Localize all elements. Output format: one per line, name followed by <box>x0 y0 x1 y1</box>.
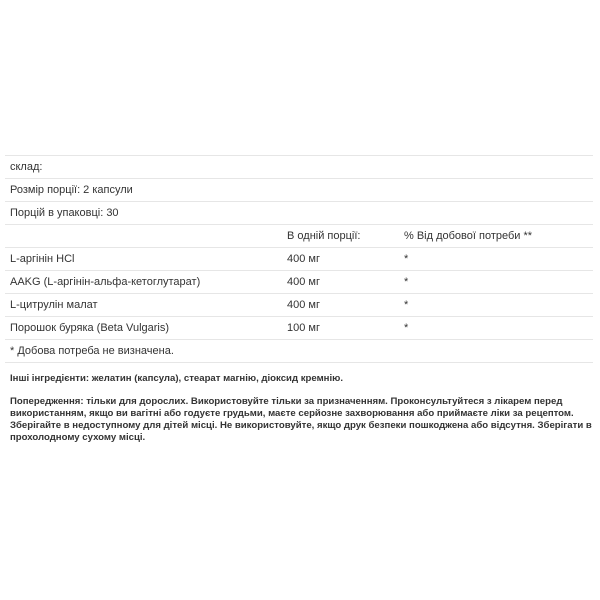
other-ingredients: Інші інгредієнти: желатин (капсула), стеарат магнію, діоксид кремнію. <box>10 373 343 384</box>
column-header-per-serving: В одній порції: <box>287 230 361 242</box>
warning-line: прохолодному сухому місці. <box>10 432 146 443</box>
table-row <box>5 270 593 293</box>
servings-per-container: Порцій в упаковці: 30 <box>10 207 119 219</box>
ingredient-daily-value: * <box>404 276 409 288</box>
ingredient-amount: 400 мг <box>287 276 320 288</box>
notes-section <box>10 373 595 444</box>
table-row <box>5 247 593 270</box>
footnote: * Добова потреба не визначена. <box>10 345 174 357</box>
ingredient-daily-value: * <box>404 299 409 311</box>
composition-heading: склад: <box>10 161 43 173</box>
table-header-row <box>5 224 593 247</box>
ingredient-name: L-цитрулін малат <box>10 299 98 311</box>
warning-line: Попередження: тільки для дорослих. Використовуйте тільки за призначенням. Проконсультуйтеся з лікарем перед <box>10 396 563 407</box>
warning-line: використанням, якщо ви вагітні або годуєте грудьми, маєте серйозне захворювання або приймаєте ліки за рецептом. <box>10 408 574 419</box>
ingredient-name: AAKG (L-аргінін-альфа-кетоглутарат) <box>10 276 201 288</box>
ingredient-name: Порошок буряка (Beta Vulgaris) <box>10 322 170 334</box>
table-row <box>5 293 593 316</box>
serving-size-row <box>5 178 593 201</box>
ingredient-name: L-аргінін HCl <box>10 253 75 265</box>
serving-size: Розмір порції: 2 капсули <box>10 184 133 196</box>
ingredient-daily-value: * <box>404 322 409 334</box>
servings-per-container-row <box>5 201 593 224</box>
column-header-daily-value: % Від добової потреби ** <box>404 230 533 242</box>
ingredient-amount: 400 мг <box>287 253 320 265</box>
table-row <box>5 316 593 339</box>
supplement-facts-table <box>5 155 593 363</box>
warning-line: Зберігайте в недоступному для дітей місці. Не використовуйте, якщо друк безпеки пошкоджена або відсутня. Зберігати в <box>10 420 592 431</box>
ingredient-daily-value: * <box>404 253 409 265</box>
ingredient-amount: 400 мг <box>287 299 320 311</box>
composition-heading-row <box>5 155 593 178</box>
ingredient-amount: 100 мг <box>287 322 320 334</box>
footnote-row <box>5 339 593 363</box>
